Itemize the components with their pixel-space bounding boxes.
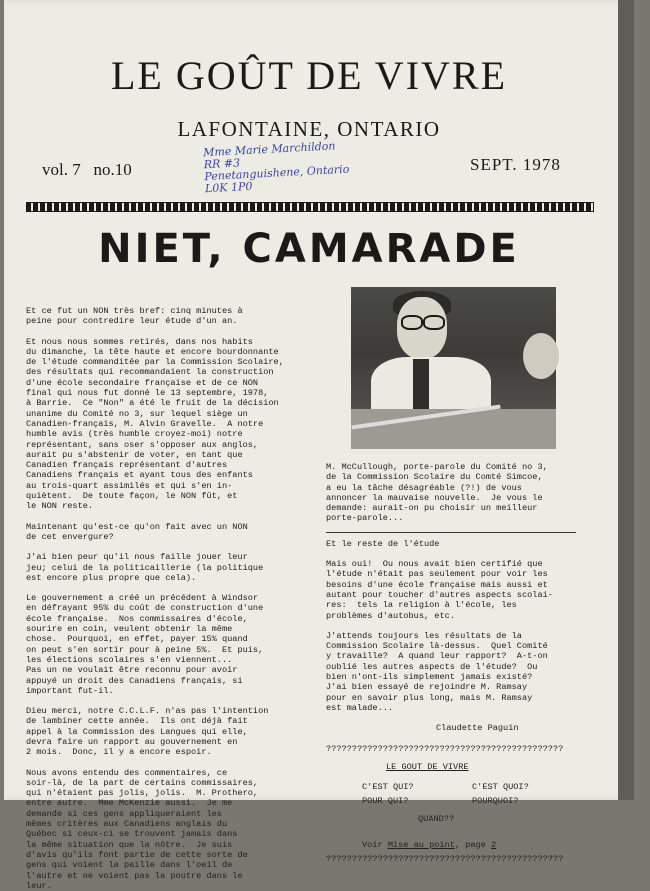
issue-date: SEPT. 1978 [470,155,561,174]
volume-number: vol. 7 no.10 [42,160,132,179]
question-marks-line: ?????????????????????????????????????????????? [326,854,564,865]
article-paragraph: J'ai bien peur qu'il nous faille jouer leur jeu; celui de la politicaillerie (la politique est encore plus propre que cela). [26,552,264,583]
photo-caption: M. McCullough, porte-parole du Comité no 3, de la Commission Scolaire du Comté Simcoe, a eu la tâche désagréable (?!) de vous annoncer la mauvaise nouvelle. Je vous le demande: aurait-on pu choisir un meilleur porte-parole... [326,462,548,524]
article-paragraph: J'attends toujours les résultats de la Commission Scolaire là-dessus. Quel Comité y travaille? A quand leur rapport? A-t-on oublié les autres aspects de l'étude? Ou bien n'ont-ils simplement jamais existé? J'ai bien essayé de rejoindre M. Ramsay pour en savoir plus long, mais M. Ramsay est malade... [326,630,548,713]
question-what: C'EST QUOI? [472,782,529,793]
question-who: C'EST QUI? [362,782,414,793]
article-paragraph: Maintenant qu'est-ce qu'on fait avec un NON de cet envergure? [26,521,248,542]
article-paragraph: Et nous nous sommes retirés, dans nos habits du dimanche, la tête haute et encore bourdonnante de l'étude commanditée par la Commission Scolaire, des résultats qui recommandaient la construction d'une école secondaire française et de ce NON final qui nous fut donné le 13 septembre, 1978, à Barrie. Ce "Non" a été le fruit de la décision unanime du Comité no 3, sur lequel siège un Canadien-français, M. Alvin Gravelle. A notre humble avis (très humble croyez-moi) notre représentant, sans oser s'opposer aux anglos, aurait pu s'abstenir de voter, en tant que Canadien français représentant d'autres Canadiens français et ayant tous des enfants au trois-quart assimilés et qui s'en in- quiètent. De toute façon, le NON fût, et le NON reste. [26,336,284,512]
page-edge [618,0,634,800]
handwritten-address: Mme Marie Marchildon RR #3 Penetanguishene, Ontario L0K 1P0 [202,139,350,196]
see-more-line [326,840,616,850]
newspaper-title: LE GOÛT DE VIVRE [110,53,508,98]
article-paragraph: Nous avons entendu des commentaires, ce soir-là, de la part de certains commissaires, qui n'étaient pas jolis, jolis. M. Prothero, entre autre. Mme McKenzie aussi. Je me demande si ces gens appliqueraient les mêmes critères aux Canadiens anglais du Québec si ceux-ci se trouvent jamais dans la même situation que la nôtre. Je suis d'avis qu'ils font partie de cette sorte de gens qui voient la paille dans l'oeil de l'autre et ne voient pas la poutre dans le leur. [26,767,259,891]
questions-box [326,782,616,834]
article-paragraph: Mais oui! Ou nous avait bien certifié que l'étude n'était pas seulement pour voir les besoins d'une école française mais aussi et autant pour toucher d'autres aspects scolai- res: tels la religion à l'école, les problèmes d'autobus, etc. [326,559,553,621]
question-why: POURQUOI? [472,796,519,807]
headline: NIET, CAMARADE [98,226,520,272]
author-signature: Claudette Paguin [436,723,519,734]
right-column [326,462,616,865]
question-marks-line: ?????????????????????????????????????????????? [326,743,564,754]
photo-mccullough [351,287,556,449]
article-paragraph: Le gouvernement a créé un précédent à Windsor en défrayant 95% du coût de construction d'une école française. Nos commissaires d'école, sourire en coin, veulent obtenir la même chose. Pourquoi, en effet, payer 15% quand on peut s'en sortir pour à peine 5%. Et puis, les élections scolaires s'en viennent... Pas un ne voulait être reconnu pour avoir appuyé un droit des Canadiens français, si important fut-il. [26,593,264,696]
decorative-border [26,202,594,212]
see-more-link[interactable]: Mise au point [387,840,455,851]
box-title: LE GOUT DE VIVRE [386,761,469,772]
divider [326,532,576,533]
left-column [26,306,326,891]
see-more-page: 2 [490,840,497,851]
newspaper-page [4,0,634,891]
question-for-whom: POUR QUI? [362,796,409,807]
question-when: QUAND?? [418,814,455,825]
newspaper-location: LAFONTAINE, ONTARIO [177,117,441,141]
see-more-prefix: Voir [362,840,383,851]
article-paragraph: Dieu merci, notre C.C.L.F. n'as pas l'intention de lambiner cette année. Ils ont déjà fait appel à la Commission des Langues qui elle, devra faire un rapport au gouvernement en 2 mois. Donc, il y a encore espoir. [26,706,269,758]
section-subhead: Et le reste de l'étude [326,538,440,549]
see-more-suffix: , page [454,840,486,851]
article-paragraph: Et ce fut un NON très bref: cinq minutes à peine pour contredire leur étude d'un an. [26,306,243,327]
